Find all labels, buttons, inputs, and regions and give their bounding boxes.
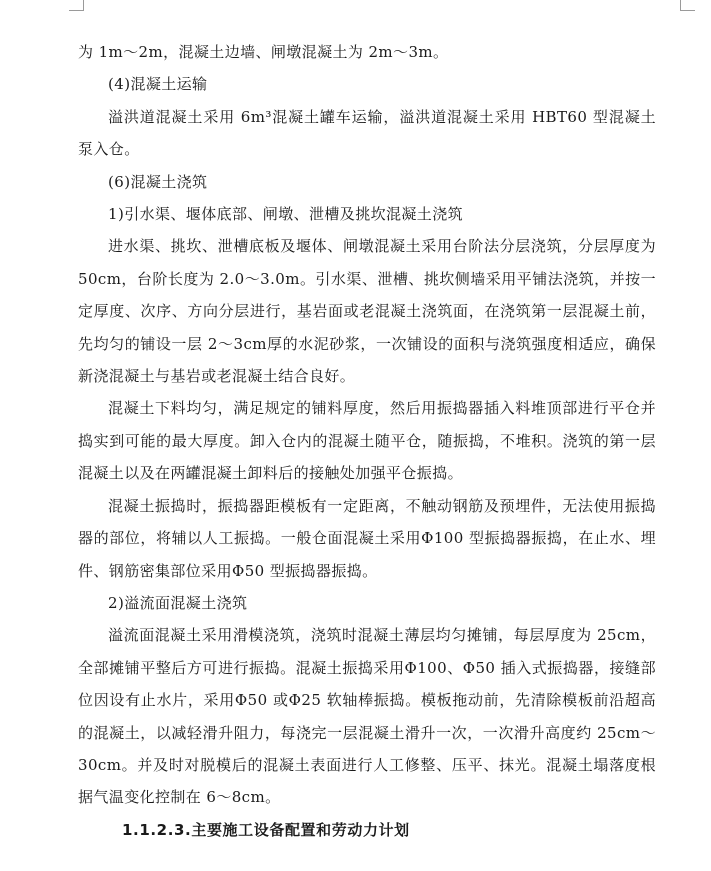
paragraph-vibration: 混凝土振捣时，振捣器距模板有一定距离，不触动钢筋及预埋件，无法使用振捣器的部位，将辅以人工振捣。一般仓面混凝土采用Φ100 型振捣器振捣，在止水、埋件、钢筋密集部位采用Φ50 型振捣器振捣。 (78, 496, 656, 580)
subheading-spillway-surface: 2)溢流面混凝土浇筑 (108, 593, 248, 612)
paragraph-continuation: 为 1m～2m，混凝土边墙、闸墩混凝土为 2m～3m。 (78, 43, 449, 61)
heading-concrete-transport: (4)混凝土运输 (108, 75, 208, 94)
page-corner-mark-right (680, 0, 695, 11)
page-corner-mark-left (69, 0, 84, 11)
paragraph-transport: 溢洪道混凝土采用 6m³混凝土罐车运输，溢洪道混凝土采用 HBT60 型混凝土泵入仓。 (78, 107, 656, 159)
section-heading-equipment: 1.1.2.3.主要施工设备配置和劳动力计划 (122, 820, 410, 839)
paragraph-material-placement: 混凝土下料均匀，满足规定的铺料厚度，然后用振捣器插入料堆顶部进行平仓并捣实到可能的最大厚度。卸入仓内的混凝土随平仓，随振捣，不堆积。浇筑的第一层混凝土以及在两罐混凝土卸料后的接触处加强平仓振捣。 (78, 399, 656, 483)
heading-concrete-pouring: (6)混凝土浇筑 (108, 172, 208, 191)
subheading-channel-pouring: 1)引水渠、堰体底部、闸墩、泄槽及挑坎混凝土浇筑 (108, 205, 463, 224)
paragraph-layered-pouring: 进水渠、挑坎、泄槽底板及堰体、闸墩混凝土采用台阶法分层浇筑，分层厚度为 50cm，台阶长度为 2.0～3.0m。引水渠、泄槽、挑坎侧墙采用平铺法浇筑，并按一定厚度、次序、方向分层进行，基岩面或老混凝土浇筑面，在浇筑第一层混凝土前，先均匀的铺设一层 2～3cm厚的水泥砂浆，一次铺设的面积与浇筑强度相适应，确保新浇混凝土与基岩或老混凝土结合良好。 (78, 237, 656, 386)
document-body (78, 36, 656, 846)
paragraph-slipform: 溢流面混凝土采用滑模浇筑，浇筑时混凝土薄层均匀摊铺，每层厚度为 25cm，全部摊铺平整后方可进行振捣。混凝土振捣采用Φ100、Φ50 插入式振捣器，接缝部位因设有止水片，采用Φ50 或Φ25 软轴棒振捣。模板拖动前，先清除模板前沿超高的混凝土，以减轻滑升阻力，每浇完一层混凝土滑升一次，一次滑升高度约 25cm～30cm。并及时对脱模后的混凝土表面进行人工修整、压平、抹光。混凝土塌落度根据气温变化控制在 6～8cm。 (78, 626, 656, 807)
